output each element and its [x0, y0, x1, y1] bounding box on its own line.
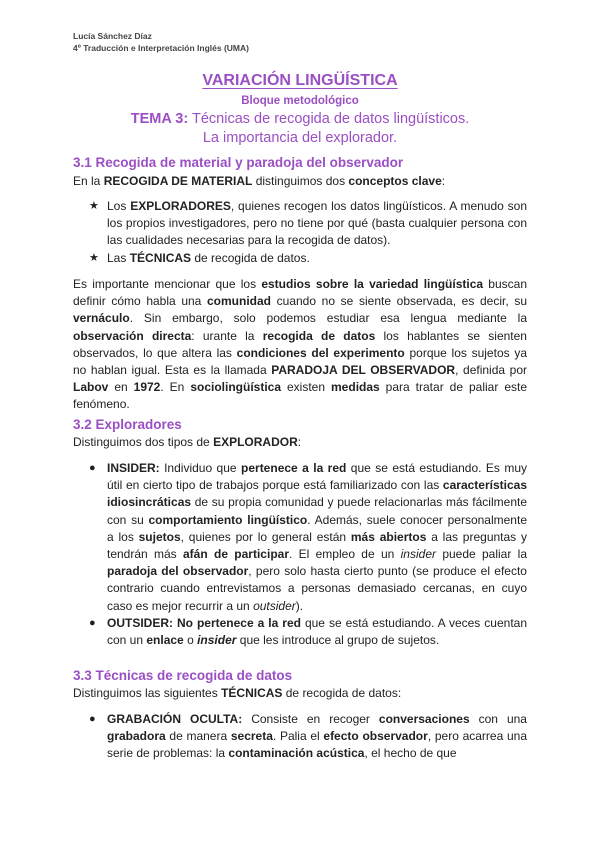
block-subtitle: Bloque metodológico: [241, 95, 359, 107]
star-bullet-icon: ★: [89, 200, 99, 212]
tema-title: [60, 110, 540, 148]
list-item: ● INSIDER: Individuo que pertenece a la red que se está estudiando. Es muy útil en cierto tipo de trabajos porque está familiarizado con las características idiosincráticas de su propia comunidad y puede relacionarlas más fácilmente con su comportamiento lingüístico. Además, suele conocer personalmente a los sujetos, quienes por lo general están más abiertos a las preguntas y tendrán más afán de participar. El empleo de un insider puede paliar la paradoja del observador, pero solo hasta cierto punto (se produce el efecto contrario cuando entrevistamos a personas demasiado cercanas, en cuyo caso es mejor recurrir a un outsider).: [89, 461, 528, 613]
section-heading-3-2: 3.2 Exploradores: [73, 417, 182, 432]
dot-bullet-icon: ●: [89, 713, 96, 725]
course-name: 4º Traducción e Interpretación Inglés (UMA): [73, 43, 249, 53]
section-3-1-paragraph: Es importante mencionar que los estudios sobre la variedad lingüística buscan definir cómo habla una comunidad cuando no se siente observada, es decir, su vernáculo. Sin embargo, solo podemos estudiar esa lengua mediante la observación directa: urante la recogida de datos los hablantes se sienten observados, lo que altera las condiciones del experimento porque los sujetos ya no hablan igual. Esta es la llamada PARADOJA DEL OBSERVADOR, definida por Labov en 1972. En sociolingüística existen medidas para tratar de paliar este fenómeno.: [73, 277, 528, 412]
list-item: ★ Los EXPLORADORES, quienes recogen los datos lingüísticos. A menudo son los propios investigadores, pero no tiene por qué (basta cualquier persona con las cualidades necesarias para la recogida de datos).: [89, 199, 527, 248]
section-heading-3-3: 3.3 Técnicas de recogida de datos: [73, 668, 293, 683]
section-3-3-intro: Distinguimos las siguientes TÉCNICAS de recogida de datos:: [73, 686, 402, 700]
author-name: Lucía Sánchez Díaz: [73, 31, 152, 41]
section-3-1-list: [73, 198, 527, 267]
tema-line-1: Técnicas de recogida de datos lingüísticos.: [191, 111, 470, 127]
section-3-1-intro: En la RECOGIDA DE MATERIAL distinguimos dos conceptos clave:: [73, 174, 446, 188]
star-bullet-icon: ★: [89, 251, 99, 264]
section-heading-3-1: 3.1 Recogida de material y paradoja del observador: [73, 155, 404, 170]
dot-bullet-icon: ●: [89, 462, 96, 474]
page-header: [73, 30, 249, 54]
list-item: ● OUTSIDER: No pertenece a la red que se está estudiando. A veces cuentan con un enlace o insider que les introduce al grupo de sujetos.: [89, 615, 527, 648]
tema-line-2: La importancia del explorador.: [202, 130, 398, 146]
section-3-2-list: [73, 460, 527, 649]
section-3-3-list: [73, 711, 527, 763]
list-item: ★ Las TÉCNICAS de recogida de datos.: [73, 250, 527, 267]
document-title: VARIACIÓN LINGÜÍSTICA: [202, 72, 398, 89]
tema-label: TEMA 3:: [130, 111, 189, 127]
section-3-2-intro: Distinguimos dos tipos de EXPLORADOR:: [73, 435, 302, 449]
dot-bullet-icon: ●: [89, 616, 96, 629]
list-item: ● GRABACIÓN OCULTA: Consiste en recoger conversaciones con una grabadora de manera secreta. Palia el efecto observador, pero acarrea una serie de problemas: la contaminación acústica, el hecho de que: [89, 712, 527, 761]
